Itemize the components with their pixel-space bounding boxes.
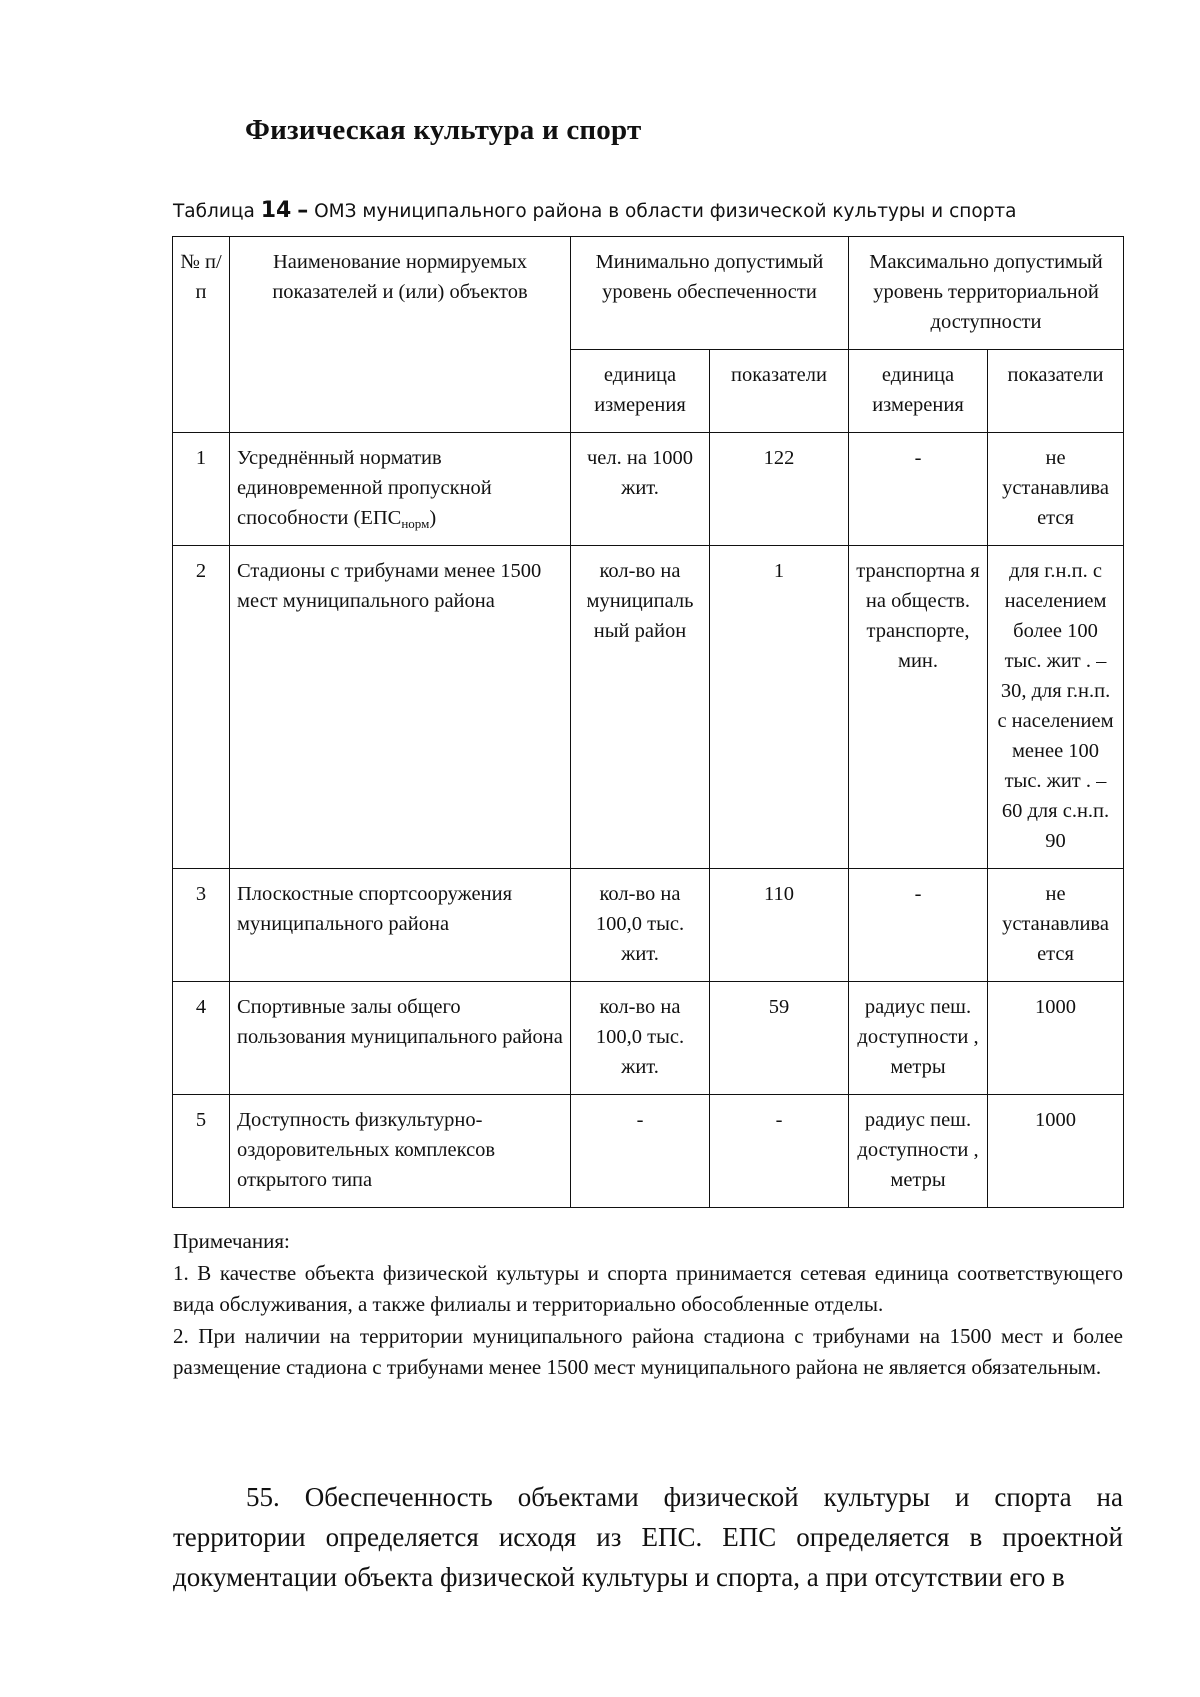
table-caption-text: ОМЗ муниципального района в области физической культуры и спорта <box>314 201 1017 222</box>
table-row <box>173 433 1124 546</box>
table-row <box>173 982 1124 1095</box>
row-name: Спортивные залы общего пользования муниципального района <box>230 982 571 1095</box>
table-notes <box>173 1226 1123 1384</box>
paragraph-text: 55. Обеспеченность объектами физической культуры и спорта на территории определяется исходя из ЕПС. ЕПС определяется в проектной документации объекта физической культуры и спорта, а при отсутствии его в <box>173 1482 1123 1592</box>
body-paragraph <box>173 1477 1123 1597</box>
table-caption <box>173 198 1017 223</box>
row-min-unit: чел. на 1000 жит. <box>571 433 710 546</box>
header-max-accessibility: Максимально допустимый уровень территориальной доступности <box>849 237 1124 350</box>
row-min-unit: кол-во на 100,0 тыс. жит. <box>571 982 710 1095</box>
row-min-value: 1 <box>710 546 849 869</box>
row-max-value: 1000 <box>988 1095 1124 1208</box>
table-header-row <box>173 237 1124 350</box>
row-max-unit: радиус пеш. доступности , метры <box>849 1095 988 1208</box>
note-item: 1. В качестве объекта физической культуры и спорта принимается сетевая единица соответствующего вида обслуживания, а также филиалы и территориально обособленные отделы. <box>173 1260 1123 1316</box>
row-max-unit: - <box>849 433 988 546</box>
table-caption-prefix: Таблица <box>173 201 255 222</box>
row-min-unit: кол-во на муниципаль ный район <box>571 546 710 869</box>
row-min-unit: - <box>571 1095 710 1208</box>
row-max-value: не устанавлива ется <box>988 869 1124 982</box>
row-min-value: - <box>710 1095 849 1208</box>
header-min-provision: Минимально допустимый уровень обеспеченности <box>571 237 849 350</box>
subheader-min-value: показатели <box>710 350 849 433</box>
subheader-max-unit: единица измерения <box>849 350 988 433</box>
notes-title: Примечания: <box>173 1229 290 1253</box>
row-max-unit: - <box>849 869 988 982</box>
subheader-max-value: показатели <box>988 350 1124 433</box>
row-min-value: 59 <box>710 982 849 1095</box>
row-min-unit: кол-во на 100,0 тыс. жит. <box>571 869 710 982</box>
row-name: Доступность физкультурно-оздоровительных комплексов открытого типа <box>230 1095 571 1208</box>
table-row <box>173 869 1124 982</box>
row-name-suffix: ) <box>429 507 437 529</box>
row-name <box>230 433 571 546</box>
table-row <box>173 546 1124 869</box>
table-row <box>173 1095 1124 1208</box>
row-number: 4 <box>173 982 230 1095</box>
table-caption-number: 14 <box>260 198 292 223</box>
row-max-unit: радиус пеш. доступности , метры <box>849 982 988 1095</box>
section-heading: Физическая культура и спорт <box>245 114 642 146</box>
row-number: 2 <box>173 546 230 869</box>
subheader-min-unit: единица измерения <box>571 350 710 433</box>
row-number: 1 <box>173 433 230 546</box>
row-max-unit: транспортна я на обществ. транспорте, мин. <box>849 546 988 869</box>
standards-table <box>172 236 1124 1208</box>
row-max-value: не устанавлива ется <box>988 433 1124 546</box>
row-number: 5 <box>173 1095 230 1208</box>
row-max-value: для г.н.п. с населением более 100 тыс. жит . – 30, для г.н.п. с населением менее 100 тыс. жит . – 60 для с.н.п. 90 <box>988 546 1124 869</box>
row-number: 3 <box>173 869 230 982</box>
row-name-subscript: норм <box>401 516 430 531</box>
header-number: № п/п <box>173 237 230 433</box>
table-caption-dash: – <box>297 198 309 223</box>
row-max-value: 1000 <box>988 982 1124 1095</box>
row-min-value: 110 <box>710 869 849 982</box>
row-name-text: Усреднённый норматив единовременной пропускной способности (ЕПС <box>237 447 492 529</box>
row-name: Плоскостные спортсооружения муниципального района <box>230 869 571 982</box>
header-name: Наименование нормируемых показателей и (или) объектов <box>230 237 571 433</box>
note-item: 2. При наличии на территории муниципального района стадиона с трибунами на 1500 мест и более размещение стадиона с трибунами менее 1500 мест муниципального района не является обязательным. <box>173 1323 1123 1379</box>
row-name: Стадионы с трибунами менее 1500 мест муниципального района <box>230 546 571 869</box>
row-min-value: 122 <box>710 433 849 546</box>
